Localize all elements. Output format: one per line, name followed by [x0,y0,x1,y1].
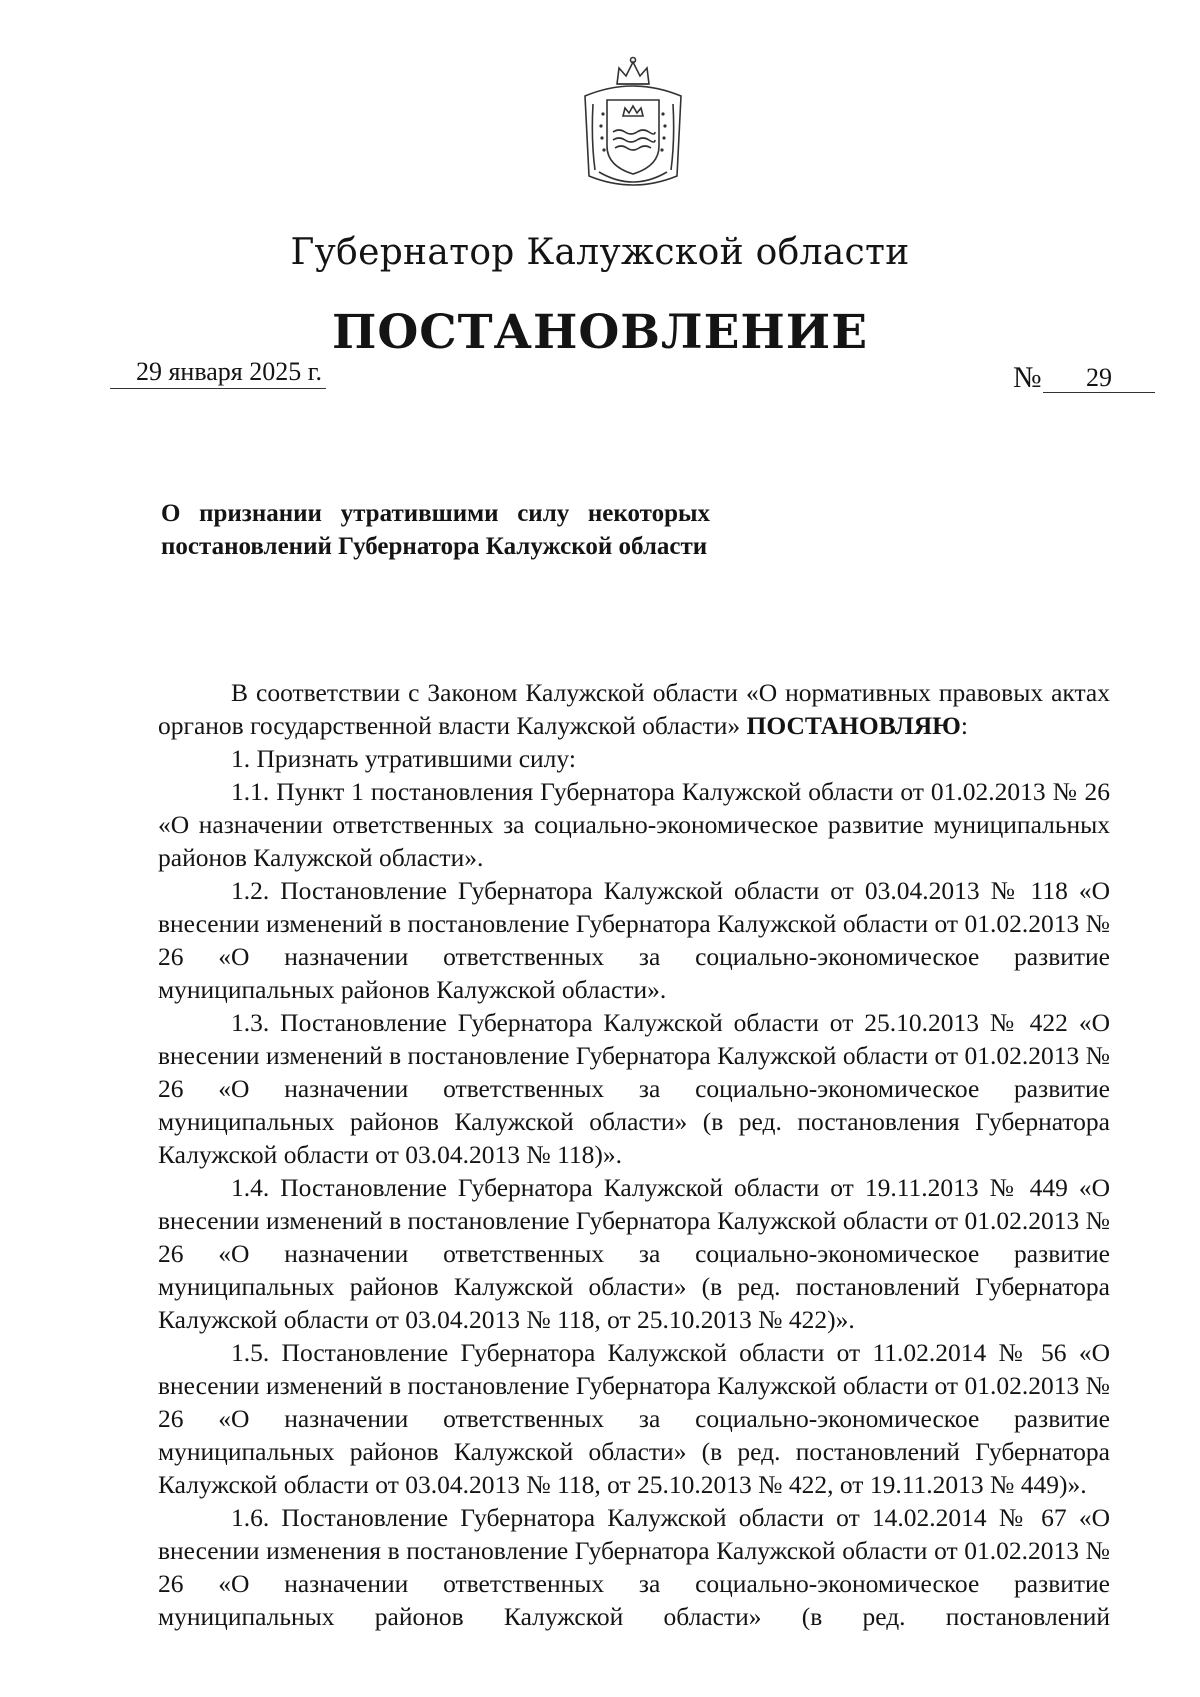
issuer-title: Губернатор Калужской области [290,232,910,273]
document-type: ПОСТАНОВЛЕНИЕ [331,305,869,360]
document-subject: О признании утратившими силу некоторых постановлений Губернатора Калужской области [161,500,710,560]
clause-1-4: 1.4. Постановление Губернатора Калужской области от 19.11.2013 № 449 «О внесении изменений в постановление Губернатора Калужской области от 01.02.2013 № 26 «О назначении ответственных за социально-экономическое развитие муниципальных районов Калужской области» (в ред. постановлений Губернатора Калужской области от 03.04.2013 № 118, от 25.10.2013 № 422)». [158,1173,1110,1334]
number-sign: № [1013,361,1042,394]
resolve-word: ПОСТАНОВЛЯЮ [746,711,961,740]
clause-1-3: 1.3. Постановление Губернатора Калужской области от 25.10.2013 № 422 «О внесении изменений в постановление Губернатора Калужской области от 01.02.2013 № 26 «О назначении ответственных за социально-экономическое развитие муниципальных районов Калужской области» (в ред. постановления Губернатора Калужской области от 03.04.2013 № 118)». [158,1008,1110,1169]
clause-1-6: 1.6. Постановление Губернатора Калужской области от 14.02.2014 № 67 «О внесении изменения в постановление Губернатора Калужской области от 01.02.2013 № 26 «О назначении ответственных за социально-экономическое развитие муниципальных районов Калужской области» (в ред. постановлений [158,1503,1110,1631]
clause-1-1: 1.1. Пункт 1 постановления Губернатора Калужской области от 01.02.2013 № 26 «О назначении ответственных за социально-экономическое развитие муниципальных районов Калужской области». [158,777,1110,872]
document-number: 29 [1043,364,1155,393]
clause-1-5: 1.5. Постановление Губернатора Калужской области от 11.02.2014 № 56 «О внесении изменений в постановление Губернатора Калужской области от 01.02.2013 № 26 «О назначении ответственных за социально-экономическое развитие муниципальных районов Калужской области» (в ред. постановлений Губернатора Калужской области от 03.04.2013 № 118, от 25.10.2013 № 422, от 19.11.2013 № 449)». [158,1338,1110,1499]
coat-of-arms-icon [573,54,693,196]
document-body [158,676,1110,1633]
clause-1: 1. Признать утратившими силу: [231,744,576,773]
document-date: 29 января 2025 г. [110,356,326,389]
clause-1-2: 1.2. Постановление Губернатора Калужской области от 03.04.2013 № 118 «О внесении изменений в постановление Губернатора Калужской области от 01.02.2013 № 26 «О назначении ответственных за социально-экономическое развитие муниципальных районов Калужской области». [158,876,1110,1004]
preamble: В соответствии с Законом Калужской области «О нормативных правовых актах органов государственной власти Калужской области» ПОСТАНОВЛЯЮ: [158,678,1110,740]
